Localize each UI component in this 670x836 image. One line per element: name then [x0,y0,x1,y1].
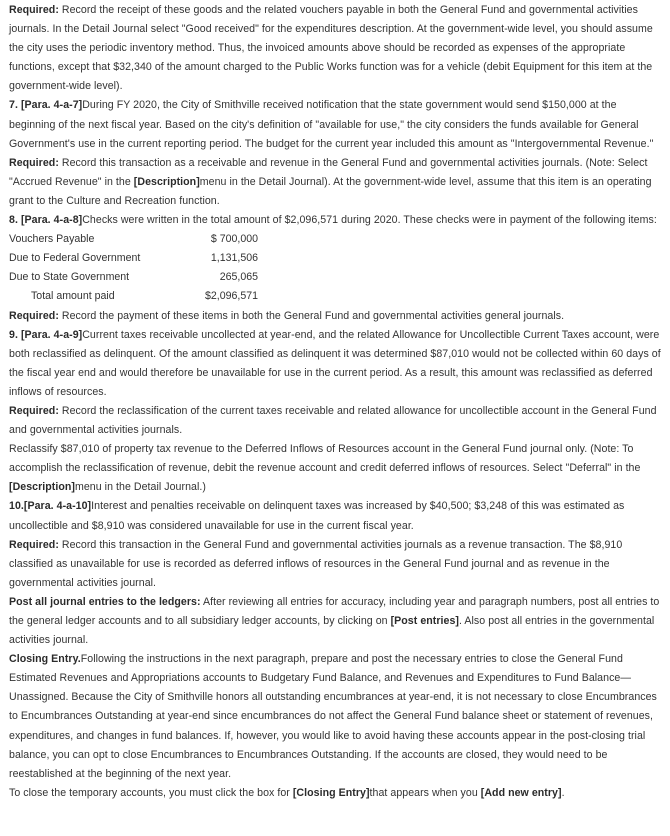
paragraph-text: . Also post all entries in the governmental activities journal. [9,615,655,647]
description-menu-ref: [Description] [133,175,200,188]
paragraph-text: menu in the Detail Journal). At the government-wide level, assume that this item is an operating grant to the Culture and Recreation function. [9,175,652,207]
paragraph-reclassify-note [9,440,662,497]
paragraph-required-8 [9,307,662,326]
payment-label: Due to Federal Government [9,252,141,265]
description-menu-ref: [Description] [9,481,75,494]
closing-entry-ref: [Closing Entry] [292,786,370,799]
item-number: 10. [9,500,24,513]
payment-total-row [9,287,662,306]
paragraph-required-10 [9,536,662,593]
payment-row [9,268,662,287]
post-entries-heading: Post all journal entries to the ledgers: [9,595,201,608]
paragraph-text: To close the temporary accounts, you must click the box for [9,786,293,799]
para-ref: [Para. 4-a-9] [20,328,83,341]
paragraph-post-entries [9,593,662,650]
required-label: Required: [9,156,59,169]
item-8 [9,211,662,230]
paragraph-text: Record the reclassification of the current taxes receivable and related allowance for uncollectible account in the General Fund and governmental activities journals. [9,404,657,437]
required-label: Required: [9,538,59,551]
paragraph-text: . [561,786,565,799]
paragraph-close-instructions [9,784,662,803]
payment-label: Due to State Government [9,271,130,284]
paragraph-text: Record the payment of these items in both the General Fund and governmental activities general journals. [58,309,565,322]
paragraph-text: that appears when you [369,786,481,799]
paragraph-text: Current taxes receivable uncollected at year-end, and the related Allowance for Uncollectible Current Taxes account, were both reclassified as delinquent. Of the amount classified as delinquent it was determined $87,010 would not be collected within 60 days of the fiscal year end and would therefore be unavailable for use in the current period. As a result, this amount was reclassified as deferred inflows of resources. [9,328,661,398]
item-7 [9,96,662,153]
post-entries-ref: [Post entries] [390,615,459,627]
payment-row [9,230,662,249]
payment-amount: $ 700,000 [210,233,258,246]
paragraph-required-goods [9,1,662,96]
paragraph-text: Reclassify $87,010 of property tax revenue to the Deferred Inflows of Resources account in the General Fund journal only. (Note: To accomplish the reclassification of revenue, debit the revenue account and credit deferred inflows of resources. Select "Deferral" in the [9,443,641,475]
paragraph-required-7 [9,154,662,211]
paragraph-text: menu in the Detail Journal.) [74,481,206,494]
para-ref: [Para. 4-a-8] [20,214,83,227]
paragraph-text: Following the instructions in the next paragraph, prepare and post the necessary entries to close the General Fund Estimated Revenues and Appropriations accounts to Budgetary Fund Balance, and Revenues and Expenditures to Fund Balance—Unassigned. Because the City of Smithville honors all outstanding encumbrances at year-end, it is not necessary to close Encumbrances to Encumbrances Outstanding at year-end since encumbrances do not affect the General Fund balance sheet or statement of revenues, expenditures, and changes in fund balances. If, however, you would like to avoid having these accounts appear in the post-closing trial balance, you can opt to close Encumbrances to Encumbrances Outstanding. If the accounts are closed, they would need to be reestablished at the beginning of the next year. [9,653,657,780]
para-ref: [Para. 4-a-10] [23,500,92,513]
payment-amount: 1,131,506 [210,252,258,265]
paragraph-text: Checks were written in the total amount of $2,096,571 during 2020. These checks were in payment of the following items: [82,214,657,227]
payment-label: Vouchers Payable [9,233,95,246]
required-label: Required: [9,404,59,417]
paragraph-text: Record this transaction as a receivable and revenue in the General Fund and governmental activities journals. (Note: Select "Accrued Revenue" in the [9,156,648,188]
paragraph-text: Record the receipt of these goods and the related vouchers payable in both the General Fund and governmental activities journals. In the Detail Journal select "Good received" for the expenditures description. At the government-wide level, you should assume the city uses the periodic inventory method. Thus, the invoiced amounts above should be recorded as expenses of the appropriate functions, except that $32,340 of the amount charged to the Public Works function was for a vehicle (debit Equipment for this item at the government-wide level). [9,4,653,93]
required-label: Required: [9,309,59,322]
add-new-entry-ref: [Add new entry] [480,786,562,799]
item-number: 8. [9,214,18,227]
closing-entry-heading: Closing Entry. [9,653,81,666]
paragraph-required-9 [9,402,662,440]
item-10 [9,497,662,535]
payment-amount: 265,065 [219,271,258,284]
payment-row [9,249,662,268]
item-number: 9. [9,328,18,341]
item-number: 7. [9,99,18,112]
item-9 [9,326,662,402]
paragraph-text: Interest and penalties receivable on delinquent taxes was increased by $40,500; $3,248 of this was estimated as uncollectible and $8,910 was considered unavailable for use in the current fiscal year. [9,500,625,532]
payment-label: Total amount paid [31,290,115,303]
paragraph-closing-entry [9,650,662,784]
para-ref: [Para. 4-a-7] [20,99,83,112]
required-label: Required: [9,4,59,16]
paragraph-text: After reviewing all entries for accuracy, including year and paragraph numbers, post all entries to the general ledger accounts and to all subsidiary ledger accounts, by clicking on [9,595,660,627]
paragraph-text: Record this transaction in the General Fund and governmental activities journals as a revenue transaction. The $8,910 classified as unavailable for use is recorded as deferred inflows of resources in the General Fund journal and as revenue in the governmental activities journal. [9,538,623,589]
payment-amount: $2,096,571 [204,290,258,303]
paragraph-text: During FY 2020, the City of Smithville received notification that the state government would send $150,000 at the beginning of the next fiscal year. Based on the city's definition of "available for use," the city considers the funds available for General Government's use in the current reporting period. The budget for the current year included this amount as "Intergovernmental Revenue." [9,99,654,150]
